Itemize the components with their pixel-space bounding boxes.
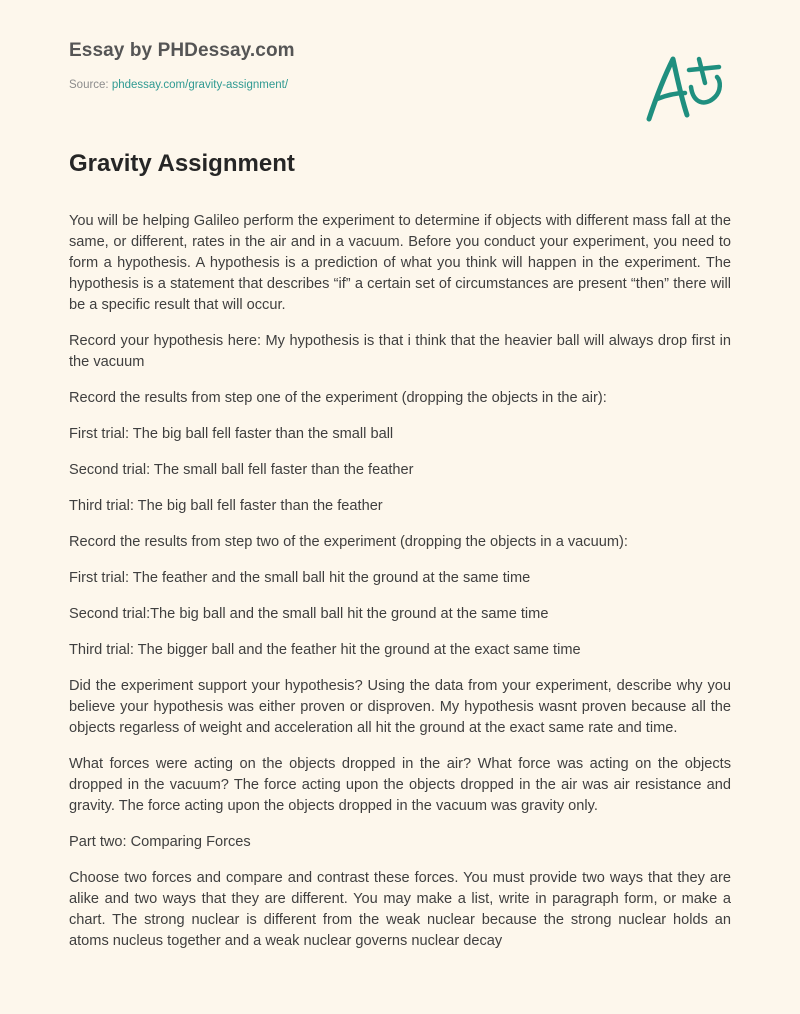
- paragraph-vacuum-trial-1: First trial: The feather and the small ball hit the ground at the same time: [69, 570, 531, 586]
- source-line: [69, 79, 288, 91]
- paragraph-hypothesis: Record your hypothesis here: My hypothesis is that i think that the heavier ball will always drop first in the vacuum: [69, 333, 731, 370]
- paragraph-compare-forces: Choose two forces and compare and contrast these forces. You must provide two ways that they are alike and two ways that they are different. You may make a list, write in paragraph form, or make a chart. The strong nuclear is different from the weak nuclear because the strong nuclear holds an atoms nucleus together and a weak nuclear governs nuclear decay: [69, 870, 731, 949]
- paragraph-step-two-heading: Record the results from step two of the experiment (dropping the objects in a vacuum):: [69, 534, 628, 550]
- paragraph-vacuum-trial-3: Third trial: The bigger ball and the feather hit the ground at the exact same time: [69, 642, 581, 658]
- paragraph-forces: What forces were acting on the objects dropped in the air? What force was acting on the objects dropped in the vacuum? The force acting upon the objects dropped in the air was air resistance and gravity. The force acting upon the objects dropped in the vacuum was gravity only.: [69, 756, 731, 814]
- document-body: [69, 211, 731, 967]
- paragraph-air-trial-1: First trial: The big ball fell faster than the small ball: [69, 426, 394, 442]
- a-plus-logo-graphic: [643, 53, 725, 125]
- paragraph-part-two-heading: Part two: Comparing Forces: [69, 834, 251, 850]
- paragraph-conclusion: Did the experiment support your hypothesis? Using the data from your experiment, describe why you believe your hypothesis was either proven or disproven. My hypothesis wasnt proven because all the objects regarless of weight and acceleration all hit the ground at the exact same rate and time.: [69, 678, 731, 736]
- site-title: Essay by PHDessay.com: [69, 40, 295, 61]
- paragraph-step-one-heading: Record the results from step one of the experiment (dropping the objects in the air):: [69, 390, 607, 406]
- paragraph-air-trial-3: Third trial: The big ball fell faster than the feather: [69, 498, 383, 514]
- source-label: Source:: [69, 79, 112, 91]
- paragraph-intro: You will be helping Galileo perform the experiment to determine if objects with different mass fall at the same, or different, rates in the air and in a vacuum. Before you conduct your experiment, you need to form a hypothesis. A hypothesis is a prediction of what you think will happen in the experiment. The hypothesis is a statement that describes “if” a certain set of circumstances are present “then” there will be a specific result that will occur.: [69, 213, 731, 313]
- paragraph-vacuum-trial-2: Second trial:The big ball and the small ball hit the ground at the same time: [69, 606, 549, 622]
- paragraph-air-trial-2: Second trial: The small ball fell faster than the feather: [69, 462, 414, 478]
- document-title: Gravity Assignment: [69, 150, 295, 177]
- source-link[interactable]: phdessay.com/gravity-assignment/: [111, 79, 289, 91]
- a-plus-logo-icon: [643, 53, 725, 125]
